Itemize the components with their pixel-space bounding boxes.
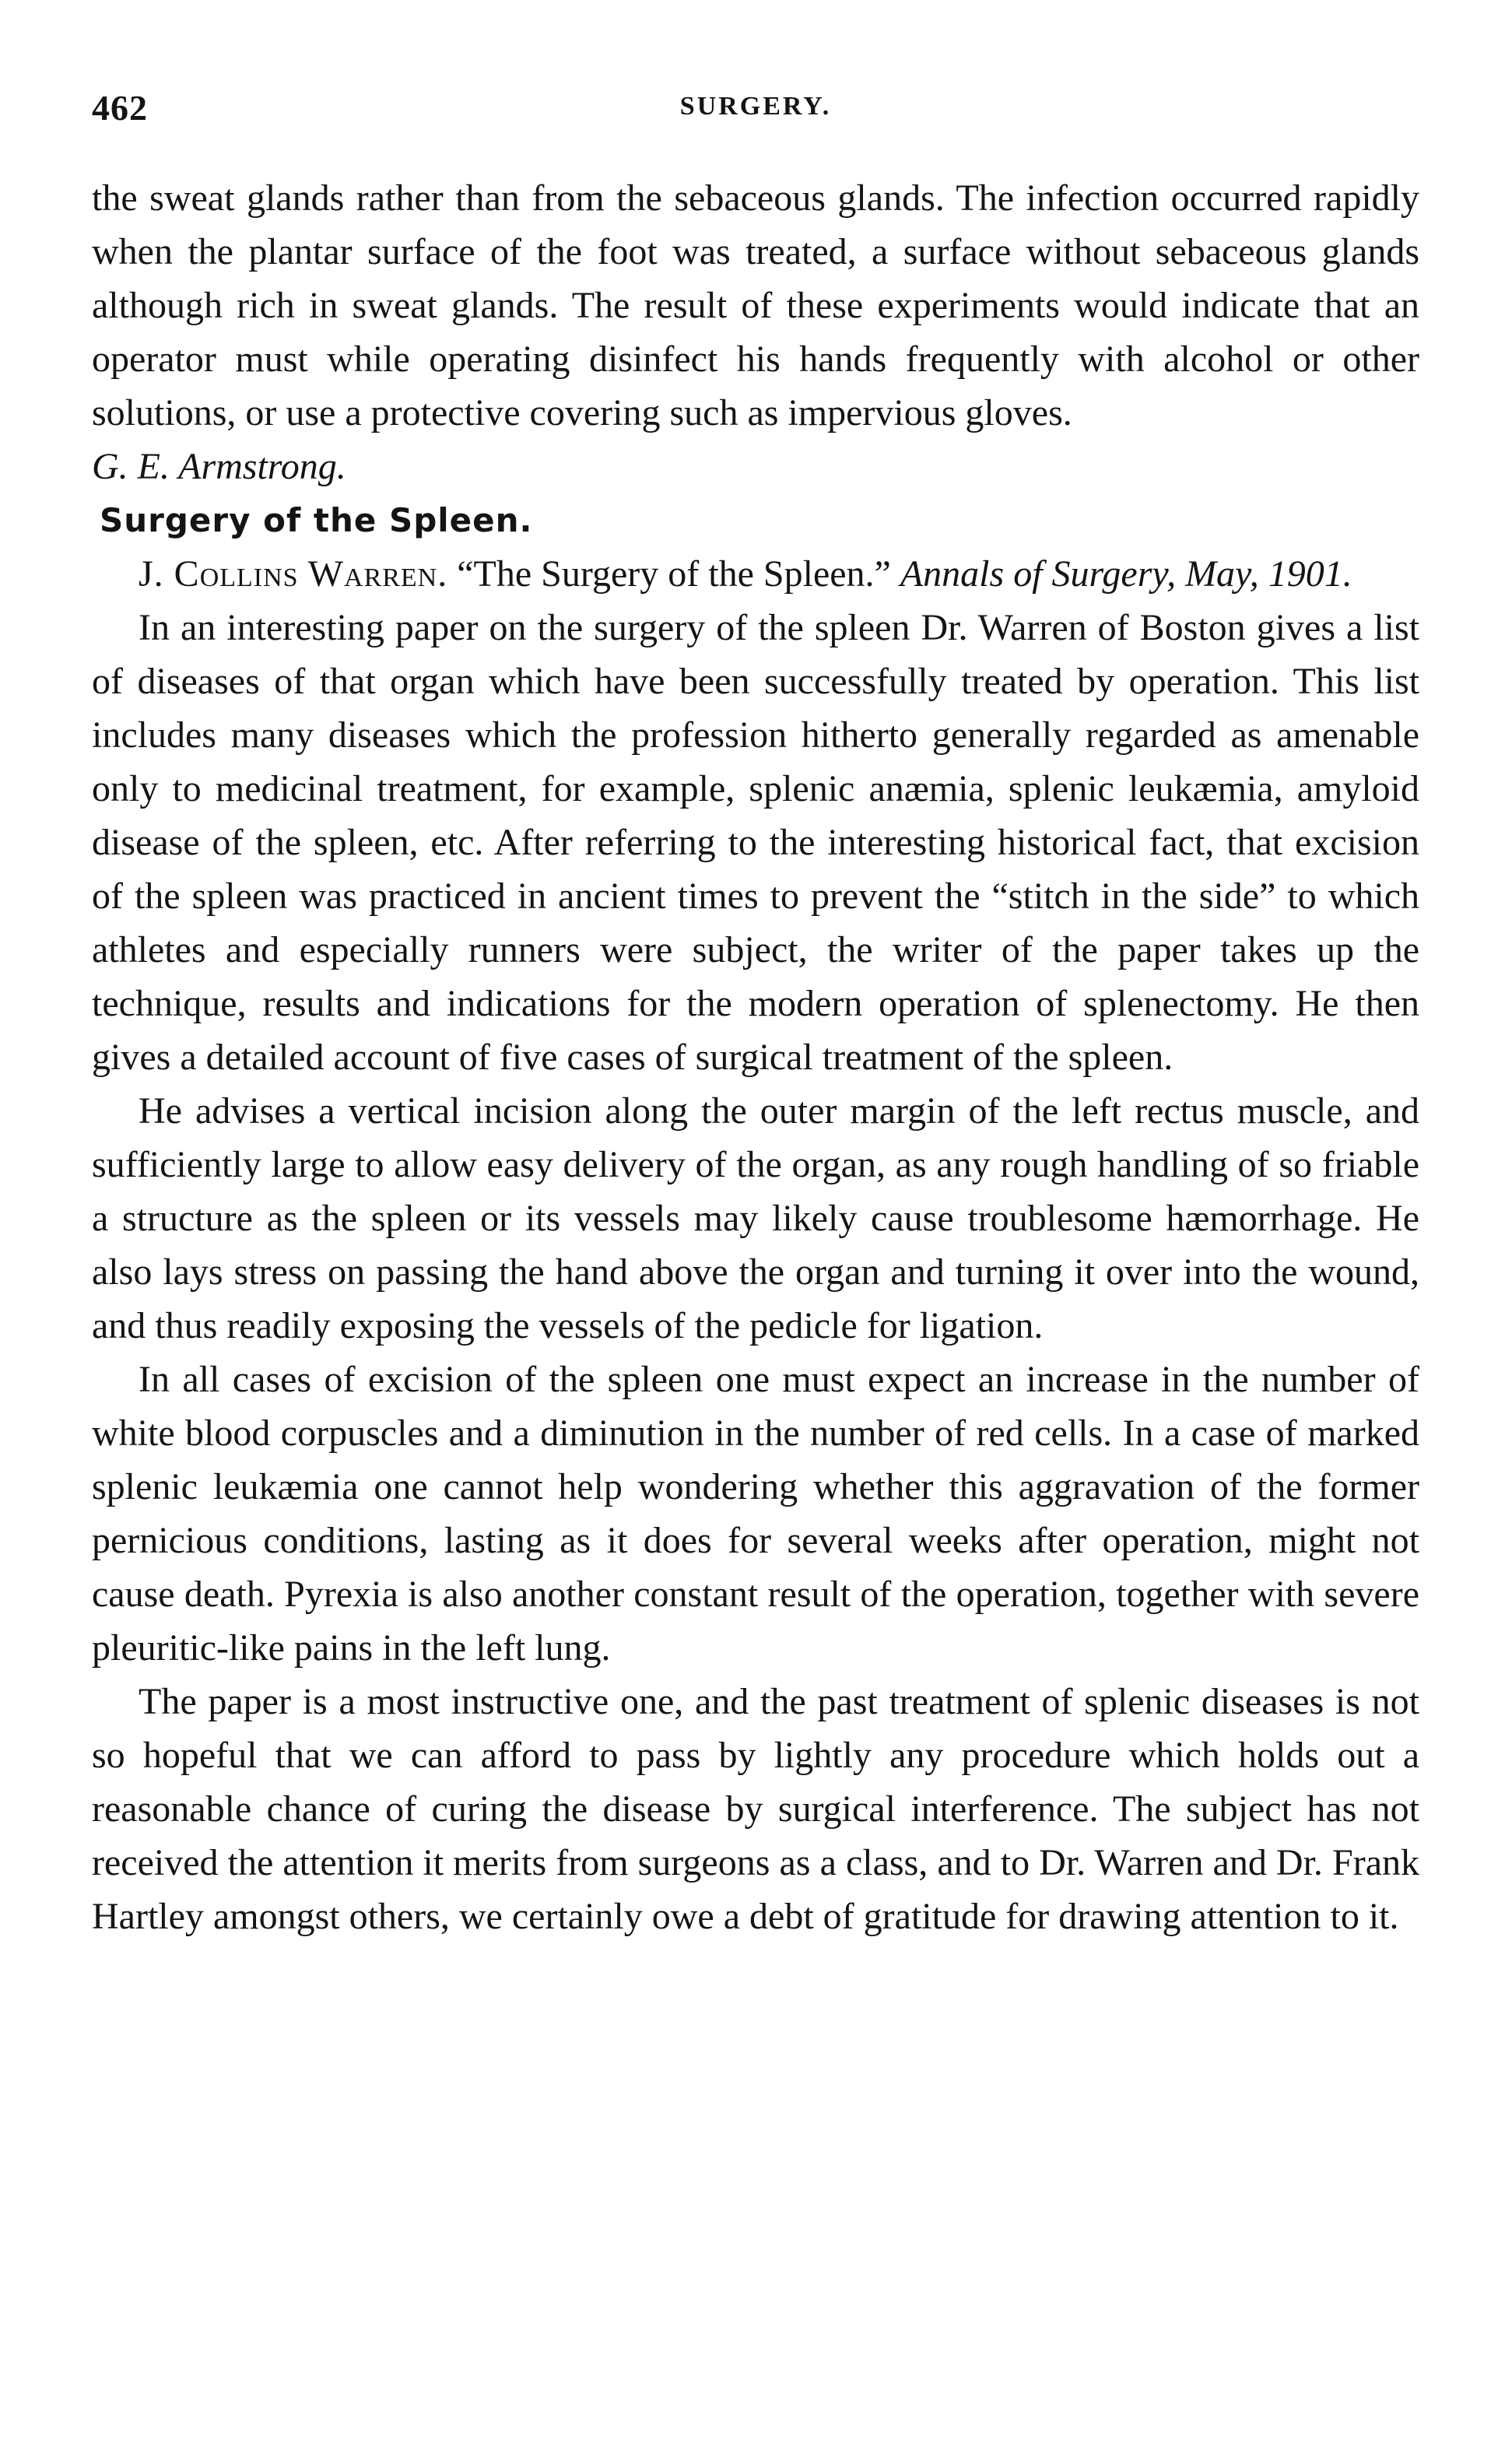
author-signature: G. E. Armstrong.	[92, 446, 346, 487]
page-number: 462	[92, 88, 148, 128]
paragraph: The paper is a most instructive one, and the past treatment of splenic diseases is not so hopeful that we can afford to pass by lightly any procedure which holds out a reasonable chance of curing the disease by surgical interference. The subject has not received the attention it merits from surgeons as a class, and to Dr. Warren and Dr. Frank Hartley amongst others, we certainly owe a debt of gratitude for drawing attention to it.	[92, 1681, 1419, 1937]
citation-author: J. Collins Warren.	[139, 553, 448, 595]
page-header	[92, 87, 1419, 134]
running-head: SURGERY.	[679, 92, 832, 121]
paragraph: In an interesting paper on the surgery of the spleen Dr. Warren of Boston gives a list of diseases of that organ which have been successfully treated by operation. This list includes many diseases which the profession hitherto generally regarded as amenable only to medicinal treatment, for example, splenic anæmia, splenic leukæmia, amyloid disease of the spleen, etc. After referring to the interesting historical fact, that excision of the spleen was practiced in ancient times to prevent the “stitch in the side” to which athletes and especially runners were subject, the writer of the paper takes up the technique, results and indications for the modern operation of splenectomy. He then gives a detailed account of five cases of surgical treatment of the spleen.	[92, 607, 1419, 1078]
continued-paragraph: the sweat glands rather than from the sebaceous glands. The infection occurred rapidly when the plantar surface of the foot was treated, a surface without sebaceous glands although rich in sweat glands. The result of these experiments would indicate that an operator must while operating disinfect his hands frequently with alcohol or other solutions, or use a protective covering such as impervious gloves.	[92, 177, 1419, 433]
paragraph: In all cases of excision of the spleen one must expect an increase in the number of white blood corpuscles and a diminution in the number of red cells. In a case of marked splenic leukæmia one cannot help wondering whether this aggravation of the former pernicious conditions, lasting as it does for several weeks after operation, might not cause death. Pyrexia is also another constant result of the operation, together with severe pleuritic-like pains in the left lung.	[92, 1359, 1419, 1669]
page-body	[92, 171, 1419, 1943]
citation-title: “The Surgery of the Spleen.”	[447, 553, 900, 595]
section-heading: Surgery of the Spleen.	[100, 501, 533, 539]
citation-journal: Annals of Surgery, May, 1901.	[900, 553, 1352, 595]
article-citation	[92, 547, 1419, 601]
paragraph: He advises a vertical incision along the outer margin of the left rectus muscle, and sufficiently large to allow easy delivery of the organ, as any rough handling of so friable a structure as the spleen or its vessels may likely cause troublesome hæmorrhage. He also lays stress on passing the hand above the organ and turning it over into the wound, and thus readily exposing the vessels of the pedicle for ligation.	[92, 1090, 1419, 1346]
